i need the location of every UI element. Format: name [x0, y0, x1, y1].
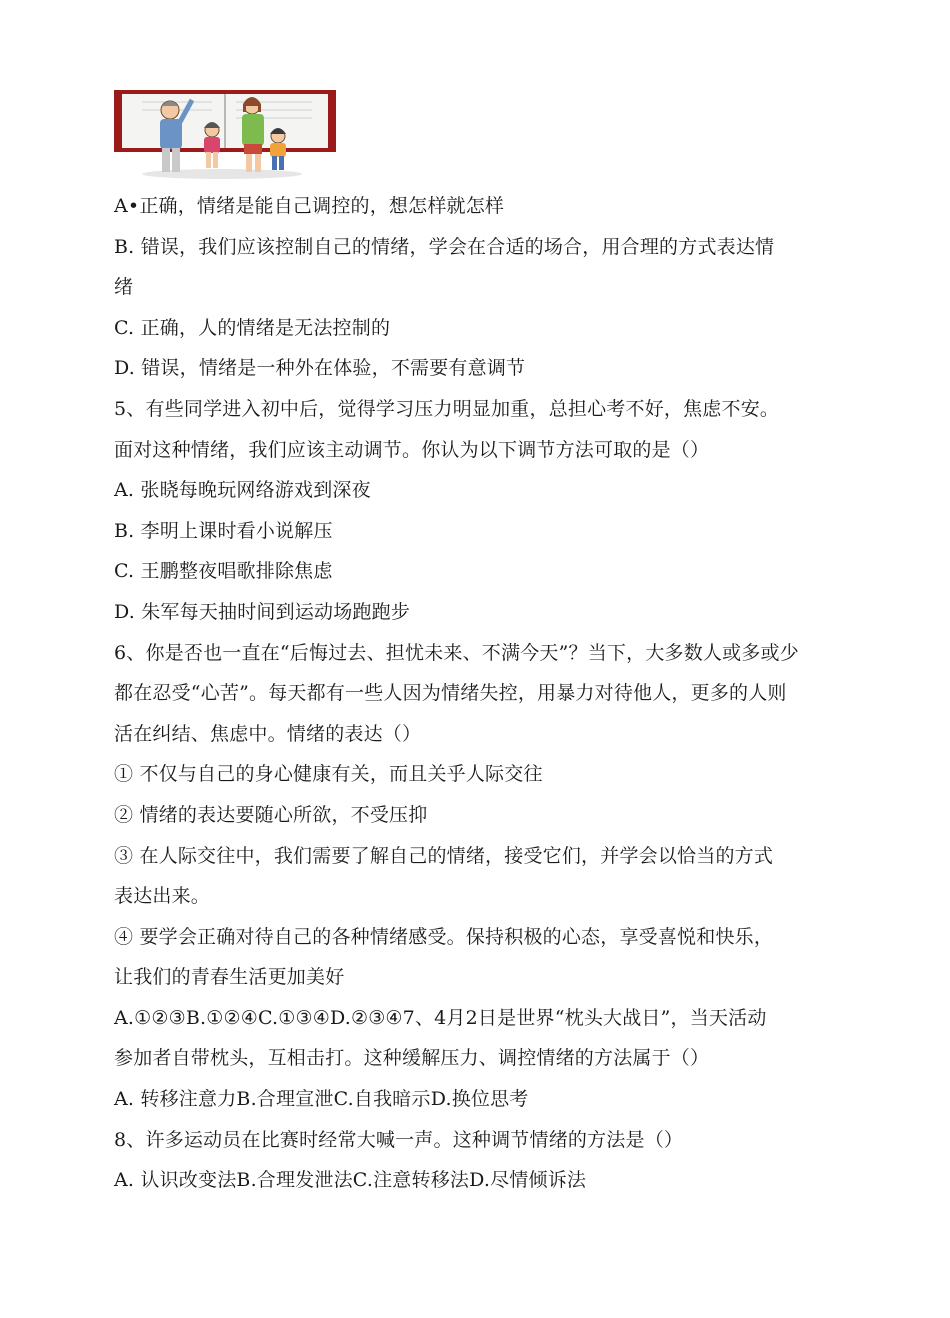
- statement-item: ② 情绪的表达要随心所欲，不受压抑: [114, 803, 428, 826]
- answer-choices: A. 认识改变法B.合理发泄法C.注意转移法D.尽情倾诉法: [114, 1169, 587, 1192]
- answer-choices-and-question: A.①②③B.①②④C.①③④D.②③④7、4月2日是世界“枕头大战日”，当天活动: [114, 1006, 767, 1029]
- answer-option: C. 王鹏整夜唱歌排除焦虑: [114, 560, 333, 583]
- statement-item: ③ 在人际交往中，我们需要了解自己的情绪，接受它们，并学会以恰当的方式: [114, 844, 774, 867]
- document-body: [114, 186, 854, 1201]
- question-text: 都在忍受“心苦”。每天都有一些人因为情绪失控，用暴力对待他人，更多的人则: [114, 682, 787, 705]
- question-text: 参加者自带枕头，互相击打。这种缓解压力、调控情绪的方法属于（）: [114, 1047, 710, 1070]
- answer-option: A•正确，情绪是能自己调控的，想怎样就怎样: [114, 195, 505, 217]
- answer-option: B. 李明上课时看小说解压: [114, 519, 333, 542]
- answer-option: D. 错误，情绪是一种外在体验，不需要有意调节: [114, 357, 526, 380]
- answer-option-continuation: 绪: [114, 276, 134, 299]
- answer-choices: A. 转移注意力B.合理宣泄C.自我暗示D.换位思考: [114, 1088, 529, 1111]
- answer-option: B. 错误，我们应该控制自己的情绪，学会在合适的场合，用合理的方式表达情: [114, 235, 775, 258]
- family-illustration: [112, 88, 338, 180]
- statement-item: ① 不仅与自己的身心健康有关，而且关乎人际交往: [114, 763, 543, 786]
- question-text: 活在纠结、焦虑中。情绪的表达（）: [114, 722, 422, 745]
- statement-item-continuation: 让我们的青春生活更加美好: [114, 966, 345, 989]
- question-text: 8、许多运动员在比赛时经常大喊一声。这种调节情绪的方法是（）: [114, 1128, 684, 1151]
- statement-item: ④ 要学会正确对待自己的各种情绪感受。保持积极的心态，享受喜悦和快乐，: [114, 925, 774, 948]
- answer-option: A. 张晓每晚玩网络游戏到深夜: [114, 479, 371, 502]
- question-text: 6、你是否也一直在“后悔过去、担忧未来、不满今天”？当下，大多数人或多或少: [114, 641, 799, 664]
- statement-item-continuation: 表达出来。: [114, 885, 211, 908]
- answer-option: D. 朱军每天抽时间到运动场跑跑步: [114, 600, 411, 623]
- question-text: 面对这种情绪，我们应该主动调节。你认为以下调节方法可取的是（）: [114, 438, 710, 461]
- answer-option: C. 正确，人的情绪是无法控制的: [114, 316, 391, 339]
- question-text: 5、有些同学进入初中后，觉得学习压力明显加重，总担心考不好，焦虑不安。: [114, 397, 780, 420]
